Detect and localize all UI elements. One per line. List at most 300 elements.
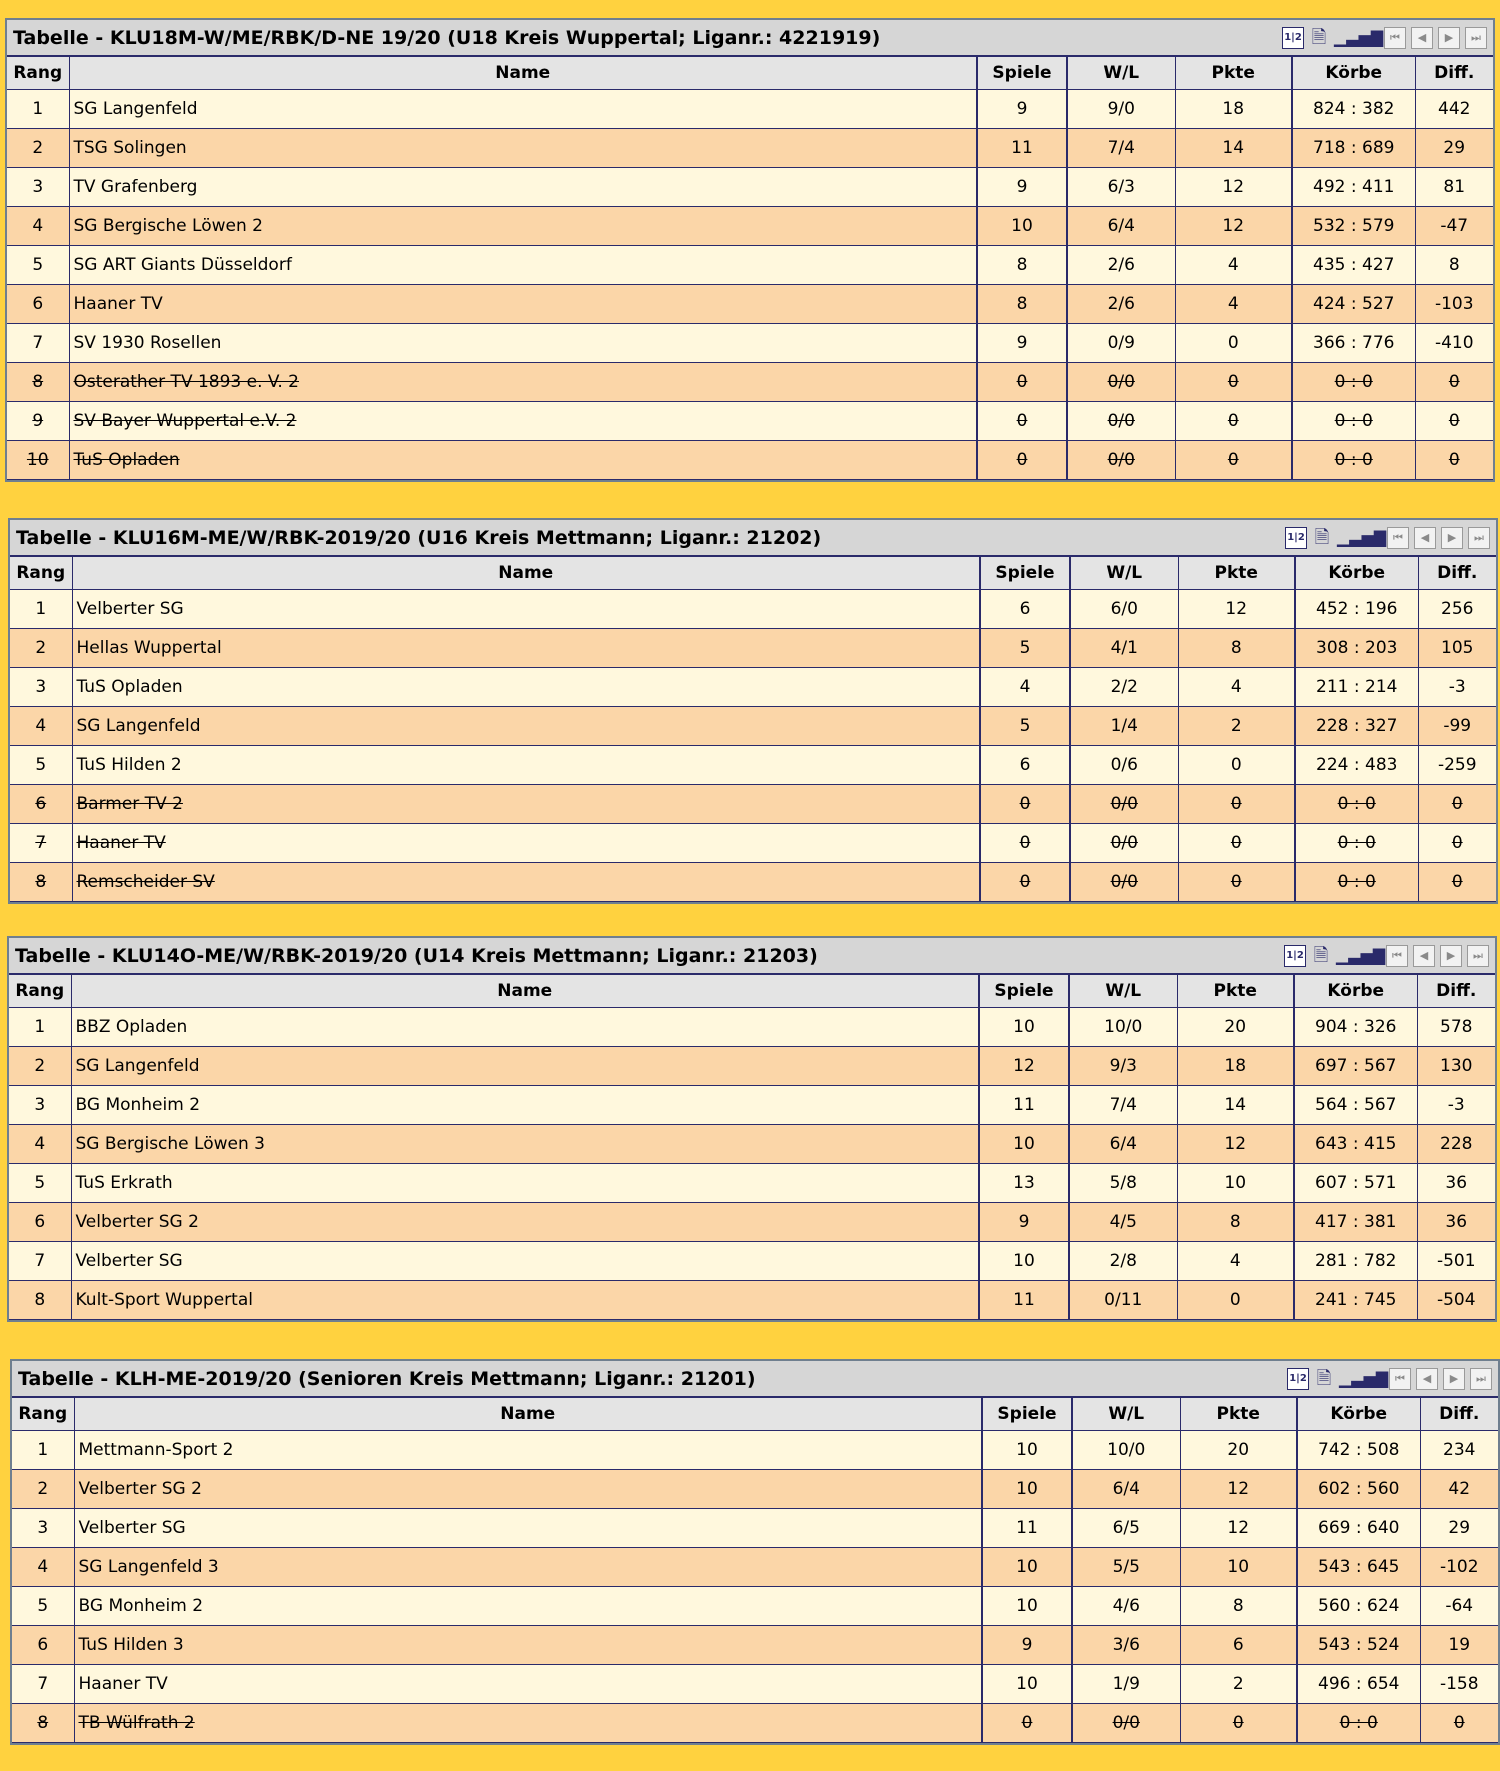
cell-diff: 36: [1417, 1202, 1495, 1241]
column-header-koerbe[interactable]: Körbe: [1295, 557, 1418, 589]
column-header-spiele[interactable]: Spiele: [979, 975, 1069, 1007]
cell-diff: -64: [1420, 1586, 1498, 1625]
next-page-icon[interactable]: ▶: [1438, 27, 1460, 49]
cell-koerbe: 532 : 579: [1292, 206, 1415, 245]
header-row: [9, 975, 1495, 1007]
cell-koerbe: 904 : 326: [1294, 1007, 1417, 1046]
cell-diff: -158: [1420, 1664, 1498, 1703]
cell-diff: -3: [1417, 1085, 1495, 1124]
cell-spiele: 11: [977, 128, 1067, 167]
table-title: Tabelle - KLU14O-ME/W/RBK-2019/20 (U14 Kreis Mettmann; Liganr.: 21203): [15, 944, 818, 967]
cell-diff: -47: [1415, 206, 1493, 245]
cell-koerbe: 543 : 524: [1297, 1625, 1420, 1664]
cell-name[interactable]: SG Bergische Löwen 3: [71, 1124, 979, 1163]
cell-wl: 0/0: [1070, 862, 1178, 901]
pagination: [1387, 527, 1490, 549]
column-header-wl[interactable]: W/L: [1072, 1398, 1180, 1430]
cell-diff: -103: [1415, 284, 1493, 323]
table-row: [12, 1508, 1498, 1547]
cell-name[interactable]: SG Langenfeld: [71, 1046, 979, 1085]
cell-koerbe: 607 : 571: [1294, 1163, 1417, 1202]
cell-name[interactable]: SG Bergische Löwen 2: [69, 206, 977, 245]
cell-wl: 6/4: [1069, 1124, 1177, 1163]
table-row: [12, 1586, 1498, 1625]
column-header-rang[interactable]: Rang: [12, 1398, 74, 1430]
cell-diff: 29: [1420, 1508, 1498, 1547]
cell-koerbe: 543 : 645: [1297, 1547, 1420, 1586]
cell-pkte: 0: [1175, 440, 1292, 479]
cell-rang: 2: [10, 628, 72, 667]
cell-pkte: 12: [1180, 1469, 1297, 1508]
column-header-name[interactable]: Name: [69, 57, 977, 89]
cell-koerbe: 452 : 196: [1295, 589, 1418, 628]
cell-pkte: 12: [1177, 1124, 1294, 1163]
table-row: [9, 1280, 1495, 1319]
table-row: [7, 440, 1493, 479]
table-row: [10, 823, 1496, 862]
pagination: [1386, 945, 1489, 967]
cell-koerbe: 366 : 776: [1292, 323, 1415, 362]
cell-pkte: 18: [1175, 89, 1292, 128]
table-row: [12, 1547, 1498, 1586]
table-titlebar: [9, 938, 1495, 975]
table-titlebar: [7, 20, 1493, 57]
standings-grid: [9, 975, 1495, 1320]
column-header-pkte[interactable]: Pkte: [1177, 975, 1294, 1007]
last-page-icon[interactable]: ⏭: [1468, 527, 1490, 549]
column-header-koerbe[interactable]: Körbe: [1292, 57, 1415, 89]
cell-koerbe: 417 : 381: [1294, 1202, 1417, 1241]
cell-name[interactable]: TuS Opladen: [69, 440, 977, 479]
calculator-icon[interactable]: 1|2: [1285, 527, 1307, 549]
cell-koerbe: 643 : 415: [1294, 1124, 1417, 1163]
cell-koerbe: 718 : 689: [1292, 128, 1415, 167]
cell-koerbe: 669 : 640: [1297, 1508, 1420, 1547]
standings-grid: [12, 1398, 1498, 1743]
cell-spiele: 9: [979, 1202, 1069, 1241]
table-row: [12, 1703, 1498, 1742]
cell-name[interactable]: Haaner TV: [69, 284, 977, 323]
standings-table-u16: [8, 518, 1498, 904]
cell-rang: 8: [7, 362, 69, 401]
cell-rang: 7: [12, 1664, 74, 1703]
cell-name[interactable]: Barmer TV 2: [72, 784, 980, 823]
table-row: [12, 1625, 1498, 1664]
document-icon[interactable]: 🗎: [1316, 1367, 1332, 1389]
cell-spiele: 8: [977, 284, 1067, 323]
cell-name[interactable]: SG ART Giants Düsseldorf: [69, 245, 977, 284]
header-row: [7, 57, 1493, 89]
cell-koerbe: 0 : 0: [1295, 862, 1418, 901]
cell-diff: 0: [1420, 1703, 1498, 1742]
cell-pkte: 4: [1177, 1241, 1294, 1280]
cell-name[interactable]: BG Monheim 2: [71, 1085, 979, 1124]
cell-rang: 5: [12, 1586, 74, 1625]
cell-pkte: 10: [1180, 1547, 1297, 1586]
previous-page-icon[interactable]: ◀: [1411, 27, 1433, 49]
cell-wl: 0/9: [1067, 323, 1175, 362]
first-page-icon[interactable]: ⏮: [1389, 1368, 1411, 1390]
bar-chart-icon[interactable]: ▁▃▅▇: [1337, 527, 1387, 547]
bar-chart-icon[interactable]: ▁▃▅▇: [1334, 27, 1384, 47]
cell-pkte: 12: [1180, 1508, 1297, 1547]
cell-name[interactable]: Mettmann-Sport 2: [74, 1430, 982, 1469]
cell-wl: 1/4: [1070, 706, 1178, 745]
bar-chart-icon[interactable]: ▁▃▅▇: [1339, 1368, 1389, 1388]
cell-spiele: 5: [980, 628, 1070, 667]
cell-name[interactable]: TB Wülfrath 2: [74, 1703, 982, 1742]
cell-spiele: 10: [982, 1664, 1072, 1703]
cell-pkte: 4: [1175, 284, 1292, 323]
column-header-wl[interactable]: W/L: [1069, 975, 1177, 1007]
table-row: [7, 401, 1493, 440]
previous-page-icon[interactable]: ◀: [1413, 945, 1435, 967]
cell-wl: 9/0: [1067, 89, 1175, 128]
cell-rang: 8: [9, 1280, 71, 1319]
cell-diff: 105: [1418, 628, 1496, 667]
document-icon[interactable]: 🗎: [1313, 944, 1329, 966]
document-icon[interactable]: 🗎: [1311, 26, 1327, 48]
column-header-diff[interactable]: Diff.: [1417, 975, 1495, 1007]
cell-rang: 7: [10, 823, 72, 862]
column-header-koerbe[interactable]: Körbe: [1297, 1398, 1420, 1430]
column-header-diff[interactable]: Diff.: [1418, 557, 1496, 589]
cell-pkte: 12: [1175, 167, 1292, 206]
cell-wl: 6/0: [1070, 589, 1178, 628]
cell-name[interactable]: SG Langenfeld: [69, 89, 977, 128]
cell-pkte: 14: [1175, 128, 1292, 167]
cell-koerbe: 424 : 527: [1292, 284, 1415, 323]
cell-diff: 228: [1417, 1124, 1495, 1163]
cell-pkte: 2: [1178, 706, 1295, 745]
document-icon[interactable]: 🗎: [1314, 526, 1330, 548]
cell-wl: 0/0: [1067, 401, 1175, 440]
cell-pkte: 0: [1178, 862, 1295, 901]
cell-name[interactable]: BG Monheim 2: [74, 1586, 982, 1625]
next-page-icon[interactable]: ▶: [1443, 1368, 1465, 1390]
cell-diff: 0: [1418, 862, 1496, 901]
cell-rang: 3: [10, 667, 72, 706]
cell-rang: 9: [7, 401, 69, 440]
cell-spiele: 10: [982, 1586, 1072, 1625]
first-page-icon[interactable]: ⏮: [1384, 27, 1406, 49]
column-header-spiele[interactable]: Spiele: [980, 557, 1070, 589]
cell-name[interactable]: TuS Hilden 3: [74, 1625, 982, 1664]
column-header-spiele[interactable]: Spiele: [977, 57, 1067, 89]
cell-rang: 8: [10, 862, 72, 901]
first-page-icon[interactable]: ⏮: [1387, 527, 1409, 549]
cell-spiele: 0: [977, 440, 1067, 479]
standings-table-u14: [7, 936, 1497, 1322]
next-page-icon[interactable]: ▶: [1440, 945, 1462, 967]
last-page-icon[interactable]: ⏭: [1465, 27, 1487, 49]
cell-wl: 9/3: [1069, 1046, 1177, 1085]
cell-rang: 3: [7, 167, 69, 206]
next-page-icon[interactable]: ▶: [1441, 527, 1463, 549]
header-row: [10, 557, 1496, 589]
cell-diff: 81: [1415, 167, 1493, 206]
cell-diff: -501: [1417, 1241, 1495, 1280]
cell-wl: 7/4: [1069, 1085, 1177, 1124]
column-header-pkte[interactable]: Pkte: [1178, 557, 1295, 589]
column-header-wl[interactable]: W/L: [1070, 557, 1178, 589]
cell-rang: 6: [10, 784, 72, 823]
column-header-name[interactable]: Name: [74, 1398, 982, 1430]
cell-name[interactable]: Remscheider SV: [72, 862, 980, 901]
table-row: [9, 1163, 1495, 1202]
last-page-icon[interactable]: ⏭: [1467, 945, 1489, 967]
table-row: [12, 1469, 1498, 1508]
cell-wl: 0/0: [1067, 440, 1175, 479]
cell-wl: 2/6: [1067, 284, 1175, 323]
cell-wl: 0/0: [1070, 784, 1178, 823]
cell-name[interactable]: Hellas Wuppertal: [72, 628, 980, 667]
header-row: [12, 1398, 1498, 1430]
cell-diff: 19: [1420, 1625, 1498, 1664]
cell-wl: 5/8: [1069, 1163, 1177, 1202]
cell-spiele: 9: [982, 1625, 1072, 1664]
cell-spiele: 0: [982, 1703, 1072, 1742]
cell-name[interactable]: Haaner TV: [72, 823, 980, 862]
cell-wl: 1/9: [1072, 1664, 1180, 1703]
cell-spiele: 10: [977, 206, 1067, 245]
cell-koerbe: 211 : 214: [1295, 667, 1418, 706]
table-row: [9, 1007, 1495, 1046]
first-page-icon[interactable]: ⏮: [1386, 945, 1408, 967]
cell-name[interactable]: TV Grafenberg: [69, 167, 977, 206]
table-title: Tabelle - KLU16M-ME/W/RBK-2019/20 (U16 Kreis Mettmann; Liganr.: 21202): [16, 526, 822, 549]
cell-wl: 6/3: [1067, 167, 1175, 206]
cell-name[interactable]: TuS Opladen: [72, 667, 980, 706]
cell-pkte: 18: [1177, 1046, 1294, 1085]
cell-rang: 1: [9, 1007, 71, 1046]
cell-wl: 4/5: [1069, 1202, 1177, 1241]
cell-diff: -3: [1418, 667, 1496, 706]
cell-rang: 5: [10, 745, 72, 784]
table-tools: [1282, 26, 1384, 49]
cell-diff: 29: [1415, 128, 1493, 167]
column-header-wl[interactable]: W/L: [1067, 57, 1175, 89]
table-row: [10, 667, 1496, 706]
cell-diff: 0: [1418, 784, 1496, 823]
cell-name[interactable]: Osterather TV 1893 e. V. 2: [69, 362, 977, 401]
cell-spiele: 5: [980, 706, 1070, 745]
column-header-pkte[interactable]: Pkte: [1180, 1398, 1297, 1430]
standings-table-senioren: [10, 1359, 1500, 1745]
cell-koerbe: 742 : 508: [1297, 1430, 1420, 1469]
cell-rang: 6: [7, 284, 69, 323]
cell-name[interactable]: TuS Erkrath: [71, 1163, 979, 1202]
cell-rang: 3: [12, 1508, 74, 1547]
cell-diff: 0: [1415, 440, 1493, 479]
cell-rang: 10: [7, 440, 69, 479]
cell-diff: 578: [1417, 1007, 1495, 1046]
previous-page-icon[interactable]: ◀: [1414, 527, 1436, 549]
cell-koerbe: 241 : 745: [1294, 1280, 1417, 1319]
cell-rang: 7: [9, 1241, 71, 1280]
cell-pkte: 10: [1177, 1163, 1294, 1202]
cell-name[interactable]: Haaner TV: [74, 1664, 982, 1703]
table-row: [10, 706, 1496, 745]
cell-diff: -102: [1420, 1547, 1498, 1586]
cell-spiele: 9: [977, 89, 1067, 128]
table-tools: [1287, 1367, 1389, 1390]
column-header-rang[interactable]: Rang: [10, 557, 72, 589]
cell-name[interactable]: Velberter SG 2: [71, 1202, 979, 1241]
column-header-rang[interactable]: Rang: [7, 57, 69, 89]
column-header-diff[interactable]: Diff.: [1420, 1398, 1498, 1430]
table-row: [7, 362, 1493, 401]
standings-table-u18: [5, 18, 1495, 482]
cell-pkte: 4: [1178, 667, 1295, 706]
cell-name[interactable]: Velberter SG: [71, 1241, 979, 1280]
cell-rang: 4: [7, 206, 69, 245]
cell-diff: 42: [1420, 1469, 1498, 1508]
cell-koerbe: 824 : 382: [1292, 89, 1415, 128]
cell-pkte: 0: [1178, 745, 1295, 784]
cell-name[interactable]: SV Bayer Wuppertal e.V. 2: [69, 401, 977, 440]
cell-koerbe: 0 : 0: [1292, 401, 1415, 440]
cell-pkte: 0: [1175, 362, 1292, 401]
cell-wl: 7/4: [1067, 128, 1175, 167]
cell-spiele: 11: [982, 1508, 1072, 1547]
cell-name[interactable]: SV 1930 Rosellen: [69, 323, 977, 362]
table-row: [9, 1202, 1495, 1241]
bar-chart-icon[interactable]: ▁▃▅▇: [1336, 945, 1386, 965]
cell-spiele: 12: [979, 1046, 1069, 1085]
cell-rang: 5: [9, 1163, 71, 1202]
table-title: Tabelle - KLH-ME-2019/20 (Senioren Kreis Mettmann; Liganr.: 21201): [18, 1367, 756, 1390]
column-header-koerbe[interactable]: Körbe: [1294, 975, 1417, 1007]
cell-rang: 7: [7, 323, 69, 362]
cell-spiele: 11: [979, 1085, 1069, 1124]
cell-name[interactable]: Velberter SG: [74, 1508, 982, 1547]
cell-spiele: 6: [980, 745, 1070, 784]
table-row: [7, 245, 1493, 284]
cell-name[interactable]: BBZ Opladen: [71, 1007, 979, 1046]
cell-pkte: 8: [1180, 1586, 1297, 1625]
cell-koerbe: 281 : 782: [1294, 1241, 1417, 1280]
last-page-icon[interactable]: ⏭: [1470, 1368, 1492, 1390]
cell-pkte: 14: [1177, 1085, 1294, 1124]
cell-wl: 0/0: [1070, 823, 1178, 862]
column-header-diff[interactable]: Diff.: [1415, 57, 1493, 89]
cell-rang: 4: [12, 1547, 74, 1586]
standings-grid: [10, 557, 1496, 902]
cell-diff: 442: [1415, 89, 1493, 128]
cell-diff: 234: [1420, 1430, 1498, 1469]
table-tools: [1284, 944, 1386, 967]
cell-koerbe: 308 : 203: [1295, 628, 1418, 667]
cell-name[interactable]: Velberter SG: [72, 589, 980, 628]
cell-wl: 6/4: [1067, 206, 1175, 245]
cell-pkte: 6: [1180, 1625, 1297, 1664]
calculator-icon[interactable]: 1|2: [1284, 945, 1306, 967]
table-row: [9, 1085, 1495, 1124]
cell-pkte: 8: [1177, 1202, 1294, 1241]
cell-diff: 8: [1415, 245, 1493, 284]
cell-wl: 6/5: [1072, 1508, 1180, 1547]
cell-rang: 4: [9, 1124, 71, 1163]
calculator-icon[interactable]: 1|2: [1282, 27, 1304, 49]
column-header-name[interactable]: Name: [72, 557, 980, 589]
column-header-rang[interactable]: Rang: [9, 975, 71, 1007]
table-row: [9, 1046, 1495, 1085]
table-row: [7, 284, 1493, 323]
cell-pkte: 0: [1178, 823, 1295, 862]
table-row: [10, 745, 1496, 784]
cell-name[interactable]: TSG Solingen: [69, 128, 977, 167]
cell-rang: 1: [12, 1430, 74, 1469]
cell-rang: 4: [10, 706, 72, 745]
cell-pkte: 8: [1178, 628, 1295, 667]
cell-wl: 2/2: [1070, 667, 1178, 706]
cell-name[interactable]: SG Langenfeld 3: [74, 1547, 982, 1586]
calculator-icon[interactable]: 1|2: [1287, 1368, 1309, 1390]
table-row: [9, 1241, 1495, 1280]
cell-pkte: 2: [1180, 1664, 1297, 1703]
cell-spiele: 9: [977, 167, 1067, 206]
cell-koerbe: 0 : 0: [1295, 823, 1418, 862]
cell-koerbe: 228 : 327: [1295, 706, 1418, 745]
cell-pkte: 12: [1178, 589, 1295, 628]
cell-spiele: 10: [979, 1007, 1069, 1046]
cell-diff: -259: [1418, 745, 1496, 784]
cell-pkte: 0: [1175, 401, 1292, 440]
cell-name[interactable]: SG Langenfeld: [72, 706, 980, 745]
cell-rang: 1: [7, 89, 69, 128]
cell-wl: 10/0: [1072, 1430, 1180, 1469]
cell-koerbe: 224 : 483: [1295, 745, 1418, 784]
cell-koerbe: 492 : 411: [1292, 167, 1415, 206]
cell-koerbe: 0 : 0: [1297, 1703, 1420, 1742]
column-header-name[interactable]: Name: [71, 975, 979, 1007]
column-header-pkte[interactable]: Pkte: [1175, 57, 1292, 89]
cell-name[interactable]: Kult-Sport Wuppertal: [71, 1280, 979, 1319]
cell-spiele: 9: [977, 323, 1067, 362]
cell-diff: 0: [1415, 401, 1493, 440]
cell-wl: 4/1: [1070, 628, 1178, 667]
cell-rang: 2: [12, 1469, 74, 1508]
cell-diff: -410: [1415, 323, 1493, 362]
cell-wl: 5/5: [1072, 1547, 1180, 1586]
cell-rang: 6: [9, 1202, 71, 1241]
cell-spiele: 13: [979, 1163, 1069, 1202]
cell-spiele: 0: [980, 823, 1070, 862]
column-header-spiele[interactable]: Spiele: [982, 1398, 1072, 1430]
cell-koerbe: 496 : 654: [1297, 1664, 1420, 1703]
cell-rang: 2: [9, 1046, 71, 1085]
cell-koerbe: 602 : 560: [1297, 1469, 1420, 1508]
table-row: [9, 1124, 1495, 1163]
table-row: [10, 589, 1496, 628]
table-row: [10, 784, 1496, 823]
cell-spiele: 6: [980, 589, 1070, 628]
cell-pkte: 20: [1177, 1007, 1294, 1046]
table-row: [7, 206, 1493, 245]
cell-diff: 130: [1417, 1046, 1495, 1085]
cell-wl: 4/6: [1072, 1586, 1180, 1625]
previous-page-icon[interactable]: ◀: [1416, 1368, 1438, 1390]
cell-spiele: 0: [980, 784, 1070, 823]
cell-pkte: 0: [1175, 323, 1292, 362]
cell-pkte: 12: [1175, 206, 1292, 245]
cell-koerbe: 435 : 427: [1292, 245, 1415, 284]
cell-name[interactable]: TuS Hilden 2: [72, 745, 980, 784]
cell-wl: 10/0: [1069, 1007, 1177, 1046]
cell-name[interactable]: Velberter SG 2: [74, 1469, 982, 1508]
cell-diff: -504: [1417, 1280, 1495, 1319]
